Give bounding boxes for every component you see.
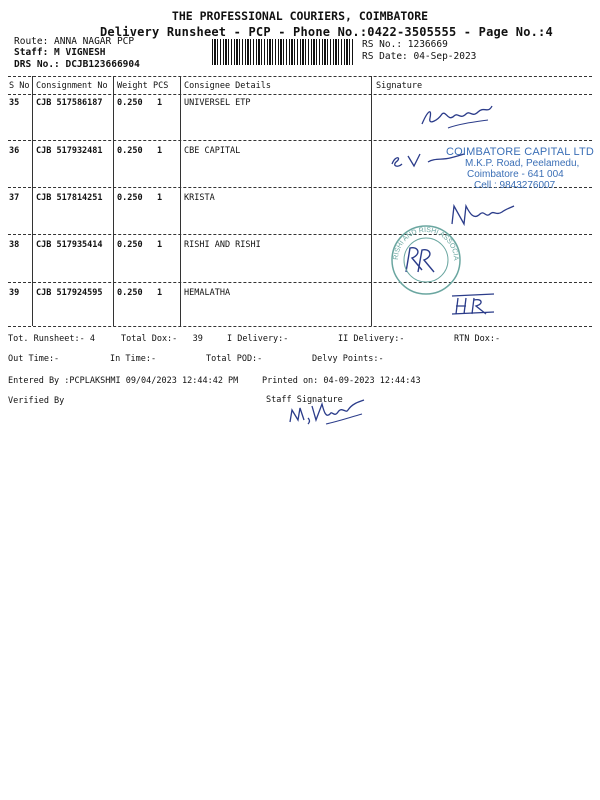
row-sno: 35 (9, 98, 20, 108)
row-sno: 36 (9, 146, 20, 156)
row-consignment: CJB 517924595 (36, 288, 103, 298)
row-consignment: CJB 517935414 (36, 240, 103, 250)
row-pcs: 1 (157, 146, 163, 156)
col-pcs: PCS (153, 81, 169, 91)
row-weight: 0.250 (117, 193, 143, 203)
printed-on: Printed on: 04-09-2023 12:44:43 (262, 376, 421, 386)
row-pcs: 1 (157, 98, 163, 108)
row-consignment: CJB 517814251 (36, 193, 103, 203)
stamp-line2: M.K.P. Road, Peelamedu, (465, 158, 580, 169)
row-consignee: UNIVERSEL ETP (184, 98, 251, 108)
delvy-points: Delvy Points:- (312, 354, 384, 364)
barcode (212, 39, 353, 65)
in-time: In Time:- (110, 354, 157, 364)
stamp-line1: COIMBATORE CAPITAL LTD (446, 146, 595, 158)
drs-number: DRS No.: DCJB123666904 (14, 59, 140, 70)
row-sno: 37 (9, 193, 20, 203)
col-consignee: Consignee Details (184, 81, 271, 91)
row-sno: 39 (9, 288, 20, 298)
out-time: Out Time:- (8, 354, 60, 364)
staff-label: Staff: M VIGNESH (14, 47, 106, 58)
route-label: Route: ANNA NAGAR PCP (14, 36, 135, 47)
col-sno: S No (9, 81, 30, 91)
row-weight: 0.250 (117, 146, 143, 156)
row-weight: 0.250 (117, 240, 143, 250)
staff-signature-label: Staff Signature (266, 395, 343, 405)
table-top-divider (8, 76, 592, 77)
row-consignment: CJB 517586187 (36, 98, 103, 108)
col-signature: Signature (376, 81, 423, 91)
round-stamp-text: RISHI AND RISHI ASSOCIATES (383, 219, 460, 261)
stamp-line4: Cell : 9843276007 (474, 180, 556, 191)
rs-number: RS No.: 1236669 (362, 39, 448, 50)
entered-by: Entered By :PCPLAKSHMI 09/04/2023 12:44:42 PM (8, 376, 239, 386)
row-consignee: CBE CAPITAL (184, 146, 241, 156)
verified-by: Verified By (8, 396, 65, 406)
total-dox: Total Dox:- 39 (121, 334, 203, 344)
rtn-dox: RTN Dox:- (454, 334, 501, 344)
row-pcs: 1 (157, 240, 163, 250)
row-consignment: CJB 517932481 (36, 146, 103, 156)
row-consignee: RISHI AND RISHI (184, 240, 261, 250)
i-delivery: I Delivery:- (227, 334, 289, 344)
total-pod: Total POD:- (206, 354, 263, 364)
row-pcs: 1 (157, 193, 163, 203)
runsheet-title: Delivery Runsheet - PCP - Phone No.:0422-3505555 - Page No.:4 (100, 25, 553, 39)
row-consignee: HEMALATHA (184, 288, 231, 298)
row-sno: 38 (9, 240, 20, 250)
row-weight: 0.250 (117, 288, 143, 298)
stamp-line3: Coimbatore - 641 004 (467, 169, 564, 180)
ii-delivery: II Delivery:- (338, 334, 405, 344)
company-title: THE PROFESSIONAL COURIERS, COIMBATORE (171, 9, 429, 23)
col-weight: Weight (117, 81, 148, 91)
rs-date: RS Date: 04-Sep-2023 (362, 51, 477, 62)
tot-runsheet: Tot. Runsheet:- 4 (8, 334, 95, 344)
row-pcs: 1 (157, 288, 163, 298)
col-consignment: Consignment No (36, 81, 108, 91)
table-header-divider (8, 94, 592, 95)
row-weight: 0.250 (117, 98, 143, 108)
row-consignee: KRISTA (184, 193, 215, 203)
